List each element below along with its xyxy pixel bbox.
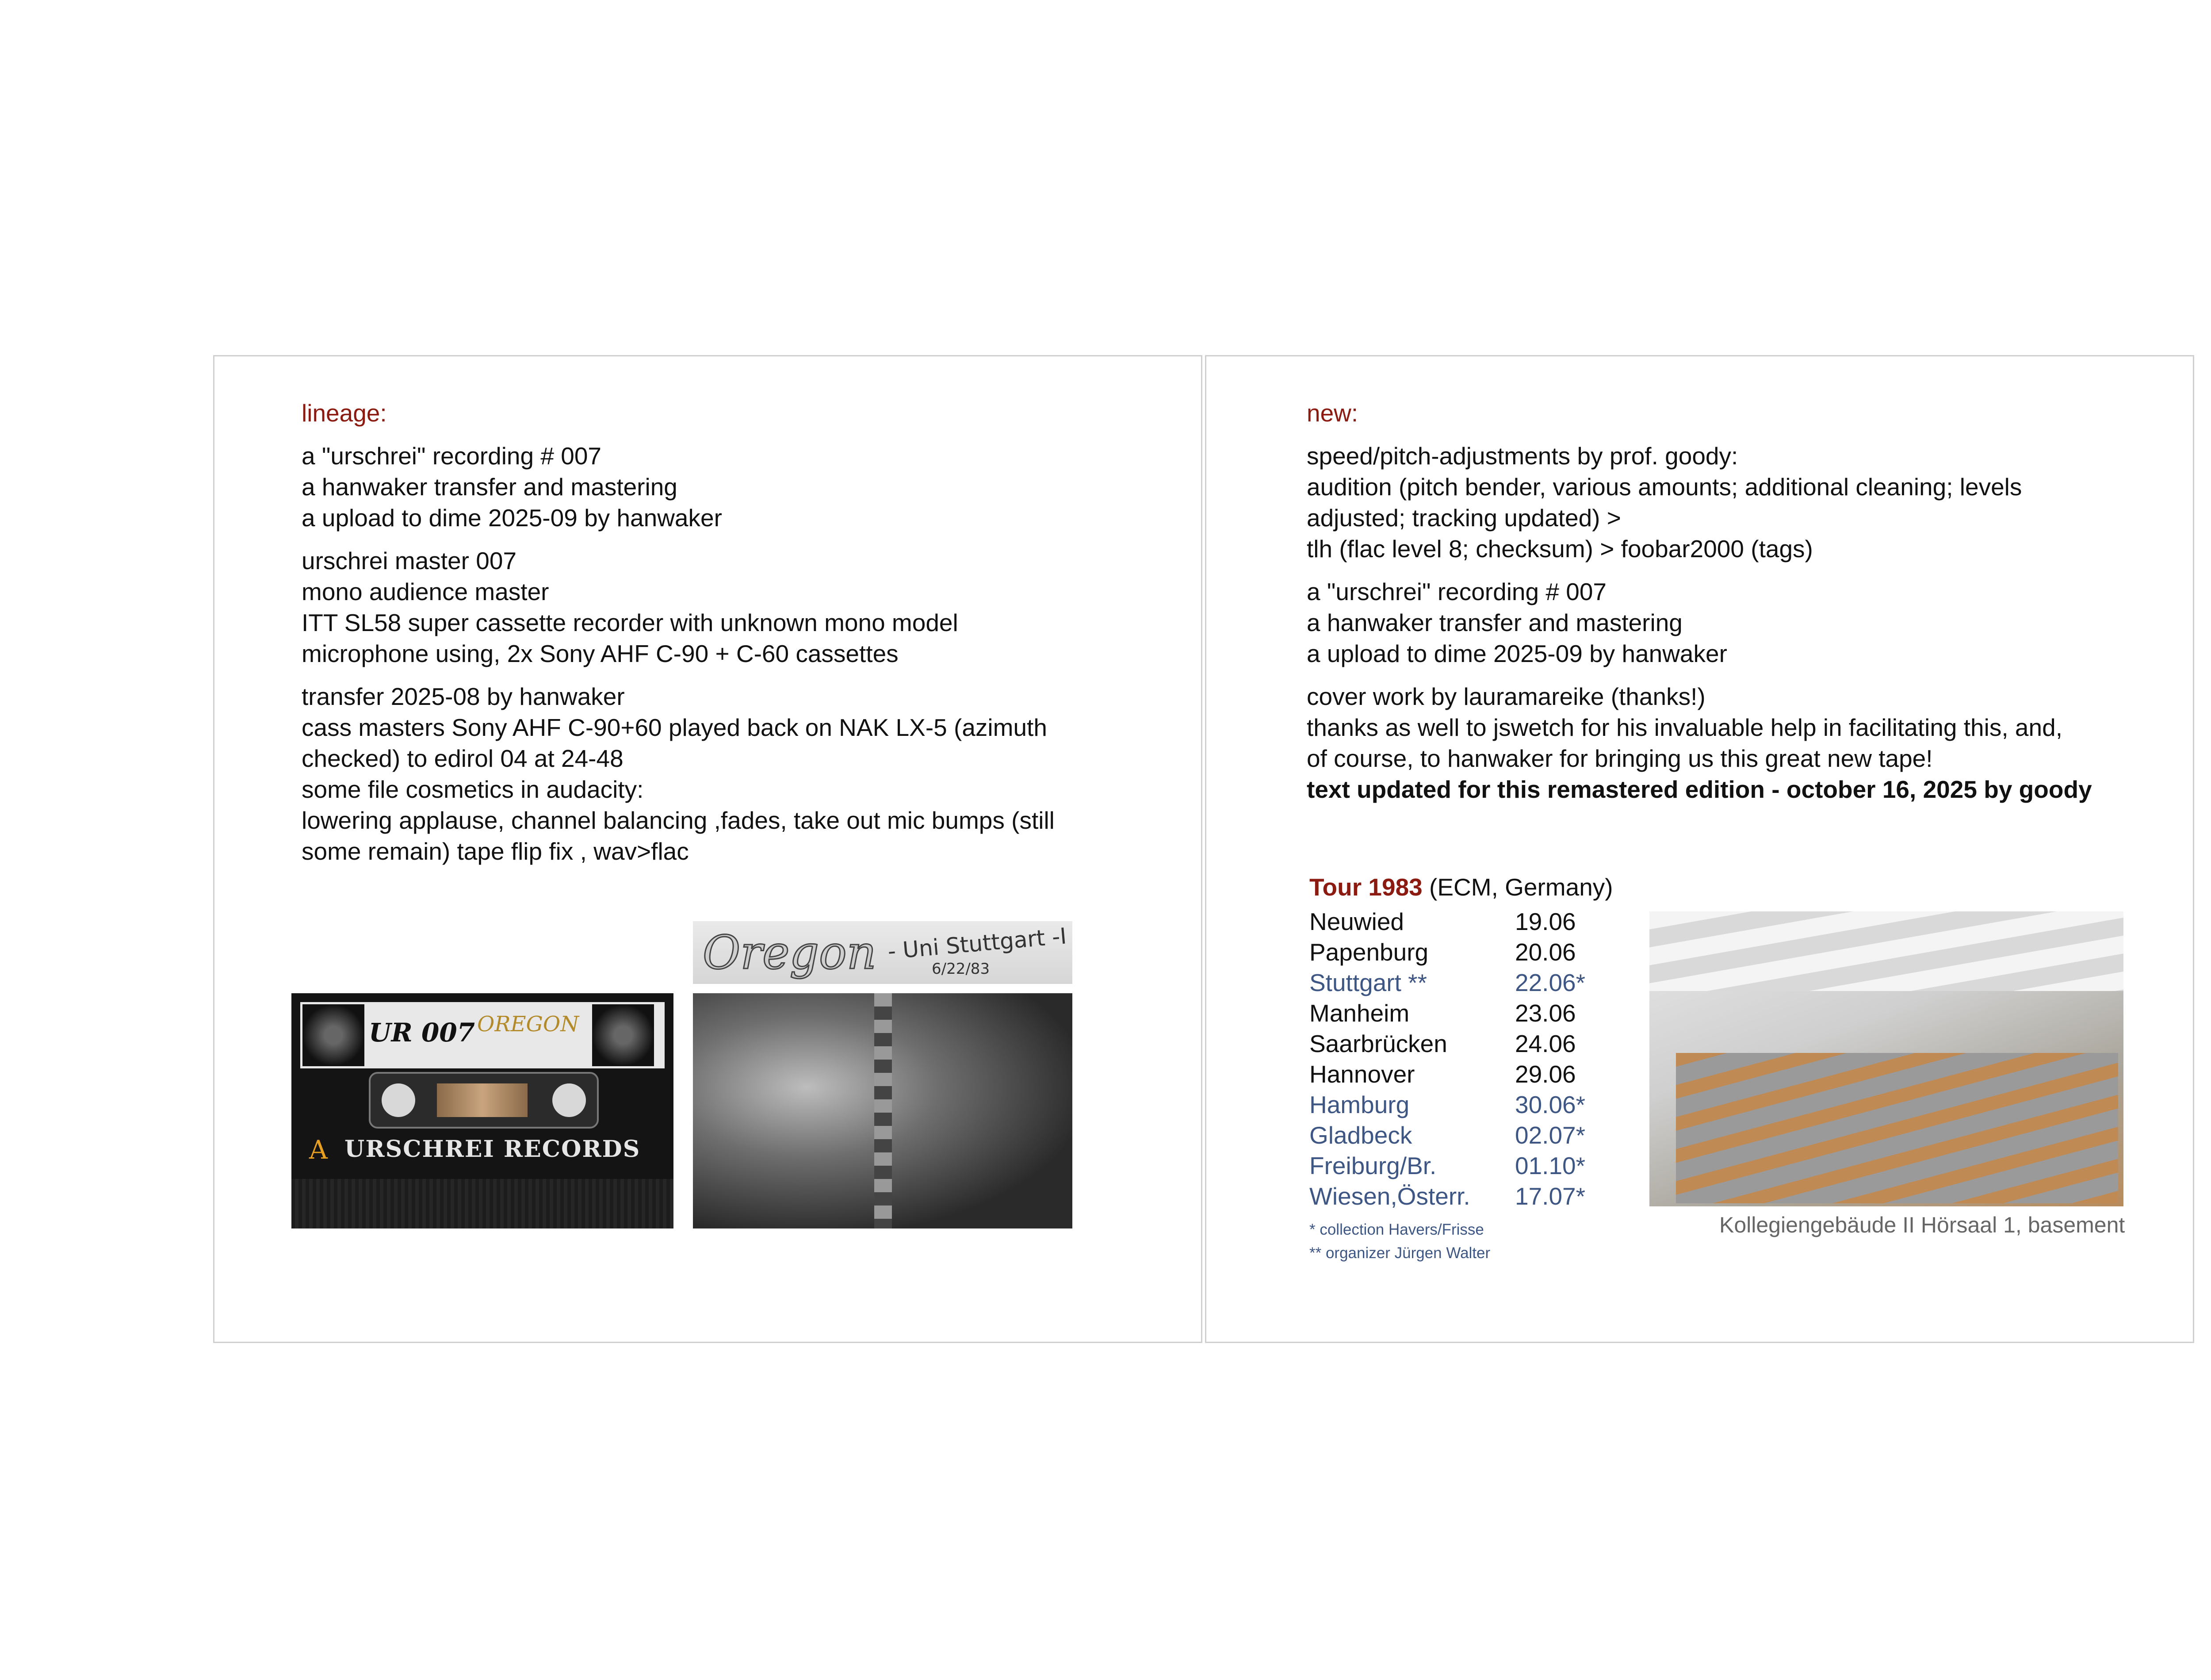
left-panel: [213, 355, 1202, 1343]
tour-date-row: [1309, 998, 1585, 1029]
face-graphic-left: [302, 1004, 364, 1066]
tour-date: 22.06*: [1515, 969, 1586, 996]
tour-date-row: [1309, 1181, 1585, 1212]
strip-venue: - Uni Stuttgart -I: [887, 923, 1068, 964]
photo-caption: Kollegiengebäude II Hörsaal 1, basement: [1719, 1213, 2125, 1237]
tour-date-row: [1309, 1059, 1585, 1090]
text-line: lowering applause, channel balancing ,fades, take out mic bumps (still: [302, 807, 1055, 834]
cassette-band: OREGON: [477, 1012, 579, 1037]
cassette-id: UR 007: [369, 1018, 475, 1048]
tour-date: 30.06*: [1515, 1091, 1586, 1118]
tour-date-row: [1309, 1029, 1585, 1059]
strip-band: Oregon: [703, 926, 876, 980]
tour-date: 20.06: [1515, 938, 1576, 966]
tour-dates-body: [1309, 907, 1585, 1212]
tour-city: Hannover: [1309, 1060, 1415, 1088]
tour-date: 24.06: [1515, 1030, 1576, 1057]
footnote-collection: * collection Havers/Frisse: [1309, 1221, 1484, 1238]
lineage-block-3: [302, 681, 1055, 867]
tour-city: Neuwied: [1309, 908, 1404, 935]
right-panel: [1205, 355, 2194, 1343]
tour-city: Hamburg: [1309, 1091, 1410, 1118]
text-line: urschrei master 007: [302, 547, 517, 574]
tour-city: Stuttgart **: [1309, 969, 1427, 996]
tour-heading: [1309, 872, 1613, 903]
text-line: cass masters Sony AHF C-90+60 played back on NAK LX-5 (azimuth: [302, 714, 1047, 741]
text-line: of course, to hanwaker for bringing us this great new tape!: [1307, 745, 1933, 772]
text-line: ITT SL58 super cassette recorder with unknown mono model: [302, 609, 958, 636]
photo-divider: [874, 993, 892, 1228]
tour-date-row: [1309, 1151, 1585, 1181]
cassette-photo: [291, 993, 673, 1228]
tour-city: Wiesen,Österr.: [1309, 1183, 1470, 1210]
tour-date: 17.07*: [1515, 1183, 1586, 1210]
tour-city: Saarbrücken: [1309, 1030, 1447, 1057]
notes-column: [1307, 398, 2092, 817]
text-line: some file cosmetics in audacity:: [302, 776, 644, 803]
update-note: text updated for this remastered edition - october 16, 2025 by goody: [1307, 776, 2092, 803]
lineage-heading: lineage:: [302, 399, 387, 427]
tour-city: Manheim: [1309, 999, 1410, 1027]
tour-date: 23.06: [1515, 999, 1576, 1027]
reel-right: [552, 1083, 586, 1117]
tour-city: Gladbeck: [1309, 1121, 1412, 1149]
text-line: cover work by lauramareike (thanks!): [1307, 683, 1706, 710]
new-block-2: [1307, 576, 2092, 669]
text-line: audition (pitch bender, various amounts; additional cleaning; levels: [1307, 473, 2022, 501]
text-line: a "urschrei" recording # 007: [302, 442, 602, 470]
tour-dates-table: [1309, 907, 1585, 1212]
text-line: a hanwaker transfer and mastering: [302, 473, 677, 501]
text-line: microphone using, 2x Sony AHF C-90 + C-60 cassettes: [302, 640, 899, 667]
cassette-side: A: [309, 1135, 328, 1165]
tour-date: 19.06: [1515, 908, 1576, 935]
seating-graphic: [1676, 1053, 2118, 1203]
footnote-organizer: ** organizer Jürgen Walter: [1309, 1244, 1491, 1262]
text-line: mono audience master: [302, 578, 549, 605]
tour-date-row: [1309, 937, 1585, 968]
strip-date: 6/22/83: [932, 960, 990, 978]
lineage-block-2: [302, 545, 1055, 669]
tour-date-row: [1309, 1090, 1585, 1120]
concert-photo: [693, 993, 1072, 1228]
face-graphic-right: [592, 1004, 654, 1066]
tour-date: 02.07*: [1515, 1121, 1586, 1149]
tape-window: [437, 1083, 528, 1117]
tour-date-row: [1309, 1120, 1585, 1151]
text-line: adjusted; tracking updated) >: [1307, 504, 1621, 532]
text-line: a "urschrei" recording # 007: [1307, 578, 1607, 605]
tour-title: Tour 1983: [1309, 873, 1423, 901]
cassette-label: URSCHREI RECORDS: [344, 1136, 641, 1163]
new-block-1: [1307, 440, 2092, 564]
tape-label-strip: [693, 921, 1072, 984]
text-line: transfer 2025-08 by hanwaker: [302, 683, 625, 710]
cassette-window: [369, 1072, 599, 1129]
cassette-bottom: [291, 1179, 673, 1228]
text-line: tlh (flac level 8; checksum) > foobar2000 (tags): [1307, 535, 1813, 563]
text-line: some remain) tape flip fix , wav>flac: [302, 838, 689, 865]
new-block-3: [1307, 681, 2092, 805]
text-line: a upload to dime 2025-09 by hanwaker: [1307, 640, 1727, 667]
lineage-block-1: [302, 440, 1055, 533]
text-line: a hanwaker transfer and mastering: [1307, 609, 1683, 636]
tour-city: Freiburg/Br.: [1309, 1152, 1437, 1179]
tour-date-row: [1309, 907, 1585, 937]
tour-date: 01.10*: [1515, 1152, 1586, 1179]
tour-subtitle: (ECM, Germany): [1422, 873, 1613, 901]
text-line: thanks as well to jswetch for his invaluable help in facilitating this, and,: [1307, 714, 2062, 741]
tour-date-row: [1309, 968, 1585, 998]
tour-date: 29.06: [1515, 1060, 1576, 1088]
new-heading: new:: [1307, 399, 1358, 427]
lineage-column: [302, 398, 1055, 879]
text-line: a upload to dime 2025-09 by hanwaker: [302, 504, 722, 532]
reel-left: [382, 1083, 415, 1117]
lecture-hall-photo: [1649, 911, 2123, 1206]
ceiling-graphic: [1649, 911, 2123, 991]
text-line: checked) to edirol 04 at 24-48: [302, 745, 624, 772]
text-line: speed/pitch-adjustments by prof. goody:: [1307, 442, 1738, 470]
tour-city: Papenburg: [1309, 938, 1429, 966]
